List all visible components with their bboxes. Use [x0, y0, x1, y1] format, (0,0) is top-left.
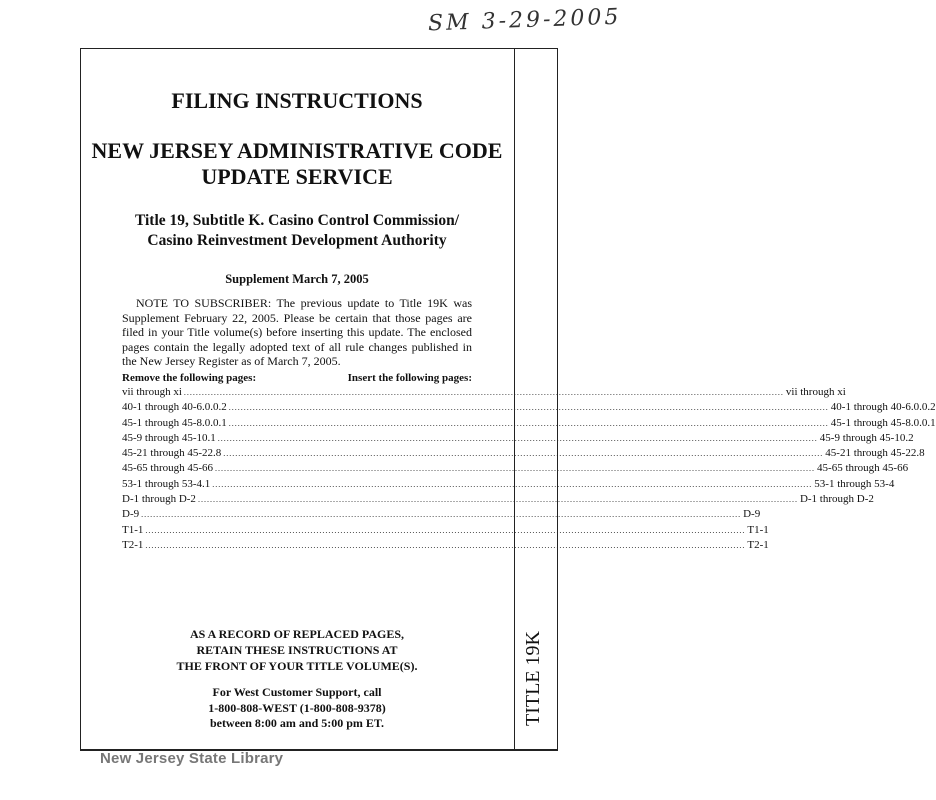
list-item	[122, 477, 895, 492]
insert-pages: 40-1 through 40-6.0.0.2	[830, 401, 936, 414]
code-heading	[80, 138, 514, 190]
code-heading-line2: UPDATE SERVICE	[201, 164, 393, 189]
remove-pages: 45-65 through 45-66	[122, 462, 214, 475]
leader-dots: ........................................................................................................................................................................................................	[183, 388, 784, 397]
page-title: FILING INSTRUCTIONS	[171, 88, 423, 113]
note-lead: NOTE TO SUBSCRIBER:	[136, 296, 272, 310]
note-body: The previous update to Title 19K was Supplement February 22, 2005. Please be certain that those pages are filed in your Title volume(s) before inserting this update. The enclosed pages contain the legally adopted text of all rule changes published in the New Jersey Register as of March 7, 2005.	[122, 296, 472, 368]
page-replacement-list	[122, 371, 936, 553]
library-stamp: New Jersey State Library	[100, 750, 284, 767]
leader-dots: ........................................................................................................................................................................................................	[215, 464, 816, 474]
subtitle-line1: Title 19, Subtitle K. Casino Control Commission/	[134, 212, 460, 229]
insert-header: Insert the following pages:	[347, 372, 472, 384]
list-item	[122, 461, 909, 476]
supplement-date: Supplement March 7, 2005	[225, 272, 369, 286]
remove-pages: 45-9 through 45-10.1	[122, 431, 216, 444]
leader-dots: ........................................................................................................................................................................................................	[141, 510, 742, 520]
subtitle-line2: Casino Reinvestment Development Authority	[147, 232, 447, 249]
insert-pages: vii through xi	[785, 386, 846, 398]
record-instructions	[80, 626, 514, 674]
insert-pages: T2-1	[747, 538, 769, 551]
remove-pages: 53-1 through 53-4.1	[122, 477, 211, 490]
subtitle-heading	[80, 211, 514, 251]
title-tab-label: TITLE 19K	[522, 631, 544, 726]
code-heading-line1: NEW JERSEY ADMINISTRATIVE CODE	[91, 138, 503, 163]
support-line3: between 8:00 am and 5:00 pm ET.	[209, 716, 385, 730]
leader-dots: ........................................................................................................................................................................................................	[217, 433, 818, 443]
leader-dots: ........................................................................................................................................................................................................	[228, 418, 829, 428]
remove-header: Remove the following pages:	[122, 372, 257, 384]
remove-pages: 40-1 through 40-6.0.0.2	[122, 401, 227, 414]
record-line3: THE FRONT OF YOUR TITLE VOLUME(S).	[176, 659, 418, 673]
insert-pages: D-1 through D-2	[799, 493, 874, 506]
list-item	[122, 523, 769, 538]
list-item	[122, 492, 874, 507]
remove-pages: T2-1	[122, 538, 144, 551]
list-item	[122, 385, 846, 400]
insert-pages: 45-21 through 45-22.8	[825, 447, 925, 460]
leader-dots: ........................................................................................................................................................................................................	[212, 479, 813, 489]
handwritten-date-note: SM 3-29-2005	[427, 4, 622, 37]
insert-pages: 45-65 through 45-66	[817, 462, 909, 475]
remove-pages: D-1 through D-2	[122, 493, 196, 506]
list-item	[122, 400, 936, 415]
record-line1: AS A RECORD OF REPLACED PAGES,	[189, 627, 405, 641]
support-line2: 1-800-808-WEST (1-800-808-9378)	[208, 700, 386, 715]
record-line2: RETAIN THESE INSTRUCTIONS AT	[196, 643, 398, 657]
list-item	[122, 538, 769, 553]
remove-pages: T1-1	[122, 523, 144, 536]
insert-pages: 45-1 through 45-8.0.0.1	[830, 416, 936, 429]
list-item	[122, 416, 936, 431]
leader-dots: ........................................................................................................................................................................................................	[145, 540, 746, 550]
remove-pages: vii through xi	[122, 386, 182, 398]
list-header	[122, 371, 472, 385]
list-rows	[122, 385, 936, 553]
customer-support	[80, 685, 514, 732]
leader-dots: ........................................................................................................................................................................................................	[228, 403, 829, 413]
remove-pages: 45-21 through 45-22.8	[122, 447, 222, 460]
remove-pages: 45-1 through 45-8.0.0.1	[122, 416, 227, 429]
insert-pages: 45-9 through 45-10.2	[819, 431, 914, 444]
insert-pages: D-9	[743, 508, 761, 521]
subscriber-note	[122, 296, 472, 369]
leader-dots: ........................................................................................................................................................................................................	[197, 495, 798, 505]
remove-pages: D-9	[122, 508, 140, 521]
insert-pages: T1-1	[747, 523, 769, 536]
list-item	[122, 507, 761, 522]
list-item	[122, 446, 925, 461]
insert-pages: 53-1 through 53-4	[814, 477, 895, 490]
support-line1: For West Customer Support, call	[212, 685, 382, 699]
leader-dots: ........................................................................................................................................................................................................	[145, 525, 746, 535]
list-item	[122, 431, 914, 446]
leader-dots: ........................................................................................................................................................................................................	[223, 449, 824, 459]
